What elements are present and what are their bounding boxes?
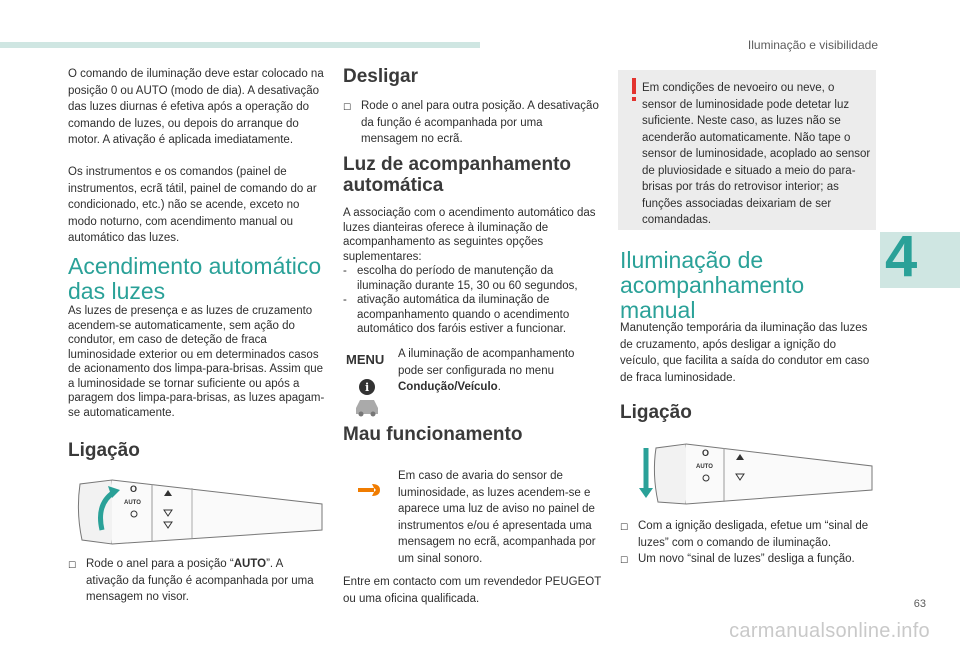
mau-heading-wrap [343,424,601,445]
ligacao-heading-2-wrap [620,402,876,423]
auto-lighting-paragraph: As luzes de presença e as luzes de cruzamento acendem-se automaticamente, sem ação do condutor, em caso de deteção de fraca luminosidade exterior ou em determinados casos de acionamento dos limpa-para-brisas. Assim que a luminosidade se tornar suficiente ou após a paragem dos limpa-para-brisas, as luzes apagam-se automaticamente. [68,305,325,419]
luz-heading-line1: Luz de acompanhamento [343,154,572,175]
intro-paragraph-1: O comando de iluminação deve estar colocado na posição 0 ou AUTO (modo de dia). A desativação das luzes diurnas é efetiva após a operação do comando de luzes, ou depois do arranque do motor. A ativação é aplicada imediatamente. [68,68,324,146]
desligar-heading: Desligar [343,66,418,87]
info-car-icon [352,378,382,418]
desligar-bullet-wrap [343,98,601,148]
auto-bullet-pre: Rode o anel para a posição “ [86,558,234,570]
auto-lighting-heading [68,254,326,304]
luz-heading-wrap [343,154,601,196]
menu-path: Condução/Veículo [398,381,498,393]
column-1-p2 [68,164,326,247]
auto-lighting-text [68,304,326,420]
car-icon [356,400,378,414]
mau-text-wrap [398,468,598,567]
manual-text-wrap [620,320,876,386]
page-number: 63 [913,598,926,610]
ligacao-heading-1 [68,440,326,461]
mau-text: Em caso de avaria do sensor de luminosidade, as luzes acendem-se e aparece uma luz de aviso no painel de instrumentos e/ou é apresentada uma mensagem no ecrã, acompanhada por um sinal sonoro. [398,470,596,565]
chapter-number: 4 [885,224,918,289]
luz-heading-line2: automática [343,175,444,196]
luz-option-1: - escolha do período de manutenção da iluminação durante 15, 30 ou 60 segundos, [343,265,578,292]
watermark: carmanualsonline.info [729,620,930,642]
manual-text: Manutenção temporária da iluminação das luzes de cruzamento, após desligar a ignição do veículo, que facilita a saída do condutor em caso de fraca luminosidade. [620,322,870,384]
desligar-section [343,66,601,87]
luz-intro: A associação com o acendimento automático das luzes dianteiras oferece à iluminação de acompanhamento as seguintes opções suplementares: [343,207,596,263]
manual-heading-wrap [620,248,876,323]
luz-option-2: - ativação automática da iluminação de acompanhamento quando o acendimento automático dos faróis estiver a funcionar. [343,294,570,335]
lever-label-auto: AUTO [124,500,141,506]
luz-text [343,206,601,337]
ligacao-bullet-1 [68,556,326,606]
ligacao-heading: Ligação [68,440,140,461]
auto-bullet-post: ”. A ativação da função é acompanhada por uma mensagem no visor. [86,558,314,603]
chapter-title: Iluminação e visibilidade [747,38,878,52]
warning-text-wrap [642,80,872,229]
svg-text:AUTO: AUTO [696,464,713,470]
auto-bullet: ☐ Rode o anel para a posição “AUTO”. A ativação da função é acompanhada por uma mensagem no visor. [68,558,314,603]
svg-text:O: O [702,448,710,458]
warning-exclamation-icon [628,78,640,102]
menu-label: MENU [346,352,385,367]
ligacao-heading-2: Ligação [620,402,692,423]
auto-heading-line2: das luzes [68,278,166,304]
manual-bullets [620,518,876,569]
manual-bullet-2: ☐ Um novo “sinal de luzes” desliga a função. [620,553,855,565]
header-bar [0,42,480,48]
lighting-stalk-illustration-2 [636,440,876,510]
auto-heading-line1: Acendimento automático [68,253,322,279]
manual-bullet-1: ☐ Com a ignição desligada, efetue um “sinal de luzes” com o comando de iluminação. [620,520,869,549]
contact-wrap [343,574,601,607]
manual-heading-line2: acompanhamento manual [620,272,805,323]
manual-heading-line1: Iluminação de [620,247,764,273]
svg-text:i: i [365,381,370,394]
auto-bullet-bold: AUTO [233,558,267,570]
mau-heading: Mau funcionamento [343,424,523,445]
column-1 [68,66,326,149]
lighting-stalk-illustration [72,474,328,550]
menu-text: A iluminação de acompanhamento pode ser configurada no menu Condução/Veículo. [398,348,575,393]
wrench-icon [356,480,382,500]
warning-text: Em condições de nevoeiro ou neve, o sensor de luminosidade pode detetar luz suficiente. Neste caso, as luzes não se acenderão automaticamente. Não tape o sensor de luminosidade, acoplado ao sensor de pluviosidade e situado a meio do para-brisas por trás do retrovisor interior; as funções associadas deixariam de ser comandadas. [642,82,871,226]
lever-label-zero: O [130,484,138,494]
contact-text: Entre em contacto com um revendedor PEUGEOT ou uma oficina qualificada. [343,576,602,605]
desligar-bullet: ☐ Rode o anel para outra posição. A desativação da função é acompanhada por uma mensagem no ecrã. [343,100,599,145]
intro-paragraph-2: Os instrumentos e os comandos (painel de instrumentos, ecrã tátil, painel de comando do ar condicionado, etc.) não se acende, exceto no modo noturno, com acendimento manual ou automático das luzes. [68,166,317,244]
